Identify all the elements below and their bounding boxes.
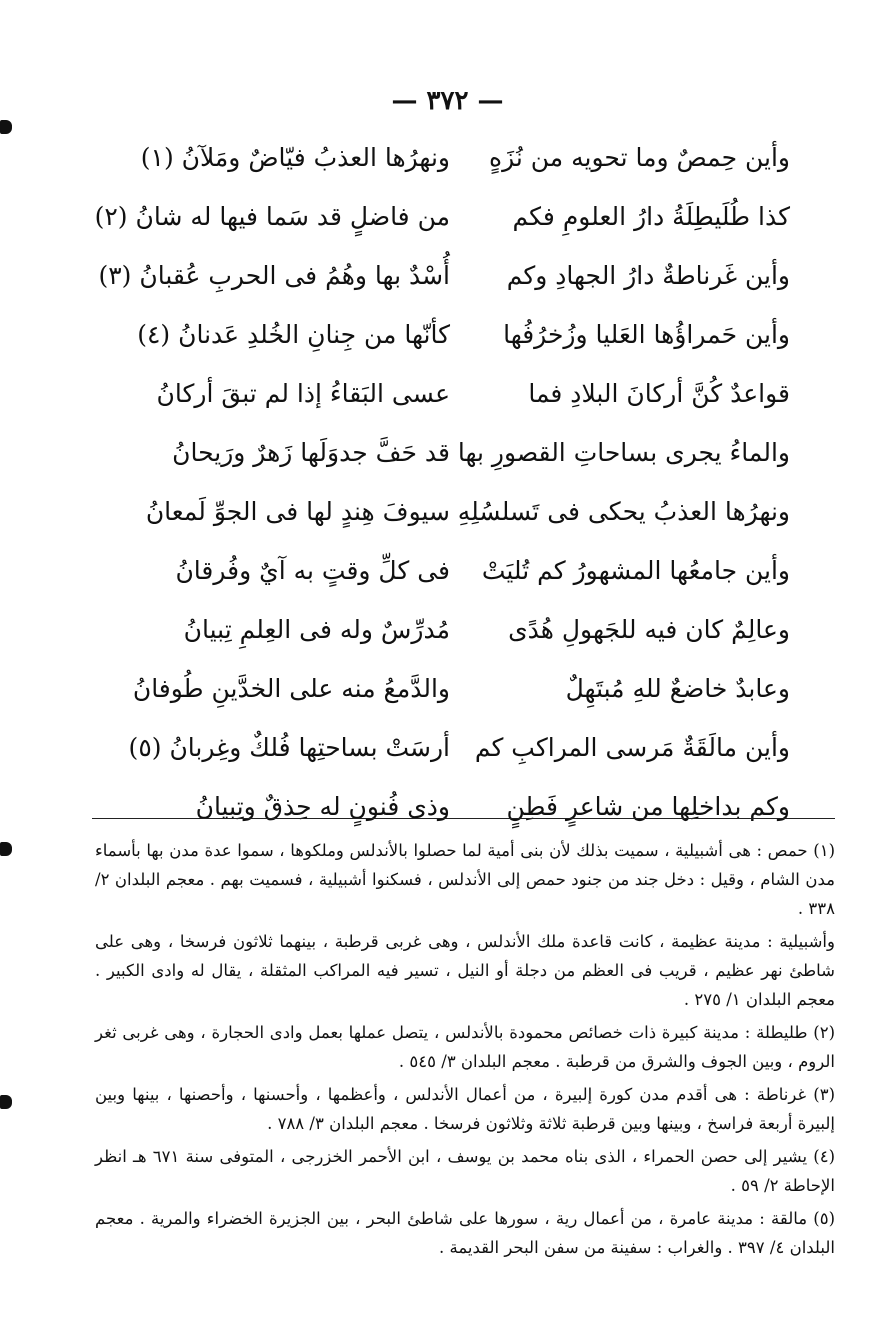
verse-second-hemistich: فى كلِّ وقتٍ به آيٌ وفُرقانُ <box>175 556 450 585</box>
verse-first-hemistich: وكم بداخلِها من شاعرٍ فَطِنٍ <box>506 792 790 821</box>
verse-second-hemistich: سيوفَ هِندٍ لها فى الجوِّ لَمعانُ <box>145 497 450 526</box>
footnote: (١) حمص : هى أشبيلية ، سميت بذلك لأن بنى أمية لما حصلوا بالأندلس وملكوها ، سموا عدة مدن بها بأسماء مدن الشام ، وقيل : دخل جند من جنود حمص إلى الأندلس ، فسكنوا أشبيلية ، فسميت بهم . معجم البلدان ٢/ ٣٣٨ . <box>95 841 835 918</box>
verse-first-hemistich: وعالِمٌ كان فيه للجَهولِ هُدًى <box>508 615 790 644</box>
footnotes <box>95 836 835 1266</box>
footnote: (٢) طليطلة : مدينة كبيرة ذات خصائص محمودة بالأندلس ، يتصل عملها بعمل وادى الحجارة ، وهى غربى ثغر الروم ، وبين الجوف والشرق من قرطبة . معجم البلدان ٣/ ٥٤٥ . <box>95 1023 835 1071</box>
verse-second-hemistich: أرسَتْ بساحتِها فُلكٌ وغِربانُ (٥) <box>128 733 450 762</box>
footnote-separator <box>92 818 835 819</box>
verse <box>94 187 790 246</box>
verse-second-hemistich: وذى فُنونٍ له حِذقٌ وتِبيانُ <box>195 792 450 821</box>
footnote: (٥) مالقة : مدينة عامرة ، من أعمال رية ، سورها على شاطئ البحر ، بين الجزيرة الخضراء والمرية . معجم البلدان ٤/ ٣٩٧ . والغراب : سفينة من سفن البحر القديمة . <box>95 1209 835 1257</box>
page-number: — ٣٧٢ — <box>391 86 504 116</box>
footnote: (٤) يشير إلى حصن الحمراء ، الذى بناه محمد بن يوسف ، ابن الأحمر الخزرجى ، المتوفى سنة ٦٧١ هـ انظر الإحاطة ٢/ ٥٩ . <box>95 1147 836 1195</box>
verse <box>98 246 790 305</box>
verse-second-hemistich: أُسْدٌ بها وهُمُ فى الحربِ عُقبانُ (٣) <box>98 261 450 290</box>
verse-first-hemistich: وأين حِمصٌ وما تحويه من نُزَهٍ <box>488 143 790 172</box>
verse-first-hemistich: وأين مالَقَةٌ مَرسى المراكبِ كم <box>474 733 790 762</box>
verse-first-hemistich: وأين حَمراؤُها العَليا وزُخرُفُها <box>503 320 790 349</box>
verse-first-hemistich: ونهرُها العذبُ يحكى فى تَسلسُلِهِ <box>457 497 790 526</box>
verse-first-hemistich: قواعدٌ كُنَّ أركانَ البلادِ فما <box>528 379 790 408</box>
verse-first-hemistich: وأين غَرناطةٌ دارُ الجهادِ وكم <box>506 261 790 290</box>
margin-mark <box>0 1095 12 1109</box>
verse-second-hemistich: كأنّها من جِنانِ الخُلدِ عَدنانُ (٤) <box>137 320 450 349</box>
verse-second-hemistich: من فاضلٍ قد سَما فيها له شانُ (٢) <box>94 202 450 231</box>
verse <box>137 305 790 364</box>
verse <box>128 718 790 777</box>
verse <box>150 600 790 659</box>
verse <box>132 659 790 718</box>
verse-second-hemistich: مُدرِّسٌ وله فى العِلمِ تِبيانُ <box>183 615 450 644</box>
verse-second-hemistich: قد حَفَّ جدوَلَها زَهرٌ ورَيحانُ <box>172 438 450 467</box>
verse-second-hemistich: ونهرُها العذبُ فيّاضٌ ومَلآنُ (١) <box>140 143 450 172</box>
verse <box>150 777 790 836</box>
verse-second-hemistich: عسى البَقاءُ إذا لم تبقَ أركانُ <box>156 379 450 408</box>
footnote: (٣) غرناطة : هى أقدم مدن كورة إلبيرة ، من أعمال الأندلس ، وأعظمها ، وأحسنها ، وأحصنها ، بينها وبين إلبيرة أربعة فراسخ ، وبينها وبين قرطبة ثلاثة وثلاثون فرسخا . معجم البلدان ٣/ ٧٨٨ . <box>95 1085 835 1133</box>
verse-first-hemistich: وأين جامعُها المشهورُ كم تُليَتْ <box>481 556 790 585</box>
verse <box>150 423 790 482</box>
poem <box>94 128 790 836</box>
verse <box>140 128 790 187</box>
margin-mark <box>0 120 12 134</box>
margin-mark <box>0 842 12 856</box>
verse-first-hemistich: وعابدٌ خاضعٌ للهِ مُبتَهِلٌ <box>565 674 790 703</box>
verse-first-hemistich: والماءُ يجرى بساحاتِ القصورِ بها <box>457 438 790 467</box>
verse <box>145 482 790 541</box>
footnote: وأشبيلية : مدينة عظيمة ، كانت قاعدة ملك الأندلس ، وهى غربى قرطبة ، بينهما ثلاثون فرسخا ، وهى على شاطئ نهر عظيم ، قريب فى العظم من دجلة أو النيل ، تسير فيه المراكب المثقلة ، يقال له وادى الكبير . معجم البلدان ١/ ٢٧٥ . <box>95 932 835 1009</box>
verse <box>150 364 790 423</box>
verse <box>150 541 790 600</box>
verse-first-hemistich: كذا طُلَيطِلَةُ دارُ العلومِ فكم <box>512 202 790 231</box>
verse-second-hemistich: والدَّمعُ منه على الخدَّينِ طُوفانُ <box>132 674 450 703</box>
